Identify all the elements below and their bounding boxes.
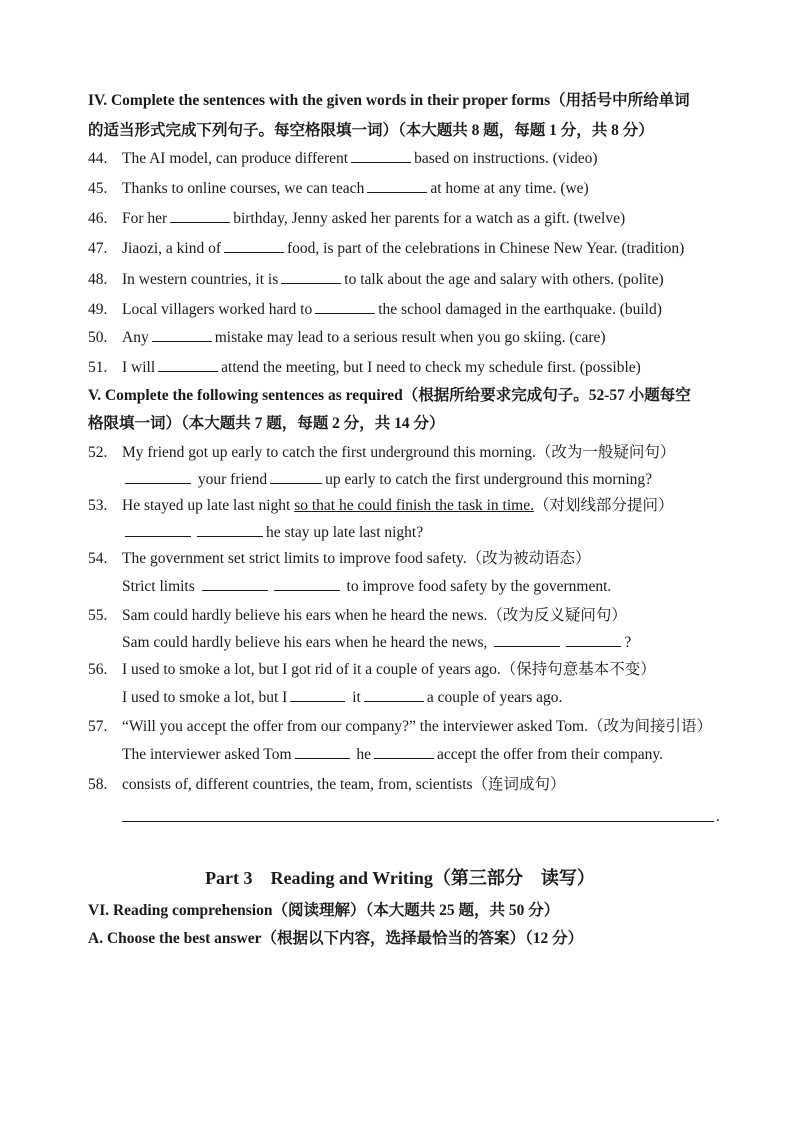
question-55 [88, 605, 627, 627]
question-text: consists of, different countries, the team, from, scientists（连词成句） [122, 776, 566, 793]
question-55-answer-line [122, 632, 631, 654]
question-47 [88, 238, 684, 260]
question-text-before: I will [122, 359, 156, 376]
question-57 [88, 716, 712, 738]
question-text-after: attend the meeting, but I need to check my schedule first. (possible) [221, 359, 641, 376]
question-text-after: the school damaged in the earthquake. (build) [378, 301, 662, 318]
question-text-before: The AI model, can produce different [122, 150, 349, 167]
answer-blank[interactable] [494, 645, 560, 647]
question-text-after: at home at any time. (we) [430, 180, 589, 197]
answer-text: Strict limits [122, 578, 195, 595]
question-number: 58. [88, 776, 108, 793]
section-vi-title: VI. Reading comprehension（阅读理解）（本大题共 25 题，共 50 分） [88, 902, 560, 919]
answer-text: ? [624, 634, 632, 651]
section-a-title: A. Choose the best answer（根据以下内容，选择最恰当的答案）（12 分） [88, 930, 584, 947]
question-57-answer-line [122, 744, 663, 766]
answer-blank[interactable] [315, 312, 375, 314]
answer-text: a couple of years ago. [426, 689, 563, 706]
question-text-before: For her [122, 210, 168, 227]
question-text-before: In western countries, it is [122, 271, 279, 288]
answer-blank[interactable] [374, 757, 434, 759]
question-number: 52. [88, 444, 108, 461]
question-number: 44. [88, 150, 108, 167]
sentence-answer-line[interactable] [122, 820, 714, 822]
answer-blank[interactable] [351, 161, 411, 163]
question-51 [88, 357, 641, 379]
question-53 [88, 495, 673, 517]
question-number: 49. [88, 301, 108, 318]
question-54-answer-line [122, 576, 611, 598]
answer-text: accept the offer from their company. [437, 746, 663, 763]
question-text-before: He stayed up late last night [122, 497, 291, 514]
question-text-after: birthday, Jenny asked her parents for a watch as a gift. (twelve) [233, 210, 626, 227]
question-instruction: （对划线部分提问） [533, 497, 674, 514]
answer-blank[interactable] [295, 757, 350, 759]
question-49 [88, 299, 662, 321]
answer-blank[interactable] [125, 535, 191, 537]
question-text-before: Thanks to online courses, we can teach [122, 180, 365, 197]
question-number: 45. [88, 180, 108, 197]
question-46 [88, 208, 625, 230]
question-text: The government set strict limits to improve food safety.（改为被动语态） [122, 550, 591, 567]
question-56-answer-line [122, 687, 562, 709]
question-45 [88, 178, 589, 200]
question-text-after: mistake may lead to a serious result when you go skiing. (care) [214, 329, 606, 346]
question-44 [88, 148, 598, 170]
question-text: I used to smoke a lot, but I got rid of it a couple of years ago.（保持句意基本不变） [122, 661, 656, 678]
question-number: 56. [88, 661, 108, 678]
question-56 [88, 659, 656, 681]
answer-text: your friend [197, 471, 268, 488]
underlined-part: so that he could finish the task in time. [294, 497, 534, 514]
answer-blank[interactable] [281, 282, 341, 284]
answer-text: he stay up late last night? [266, 524, 424, 541]
section-v-title-line1: V. Complete the following sentences as required（根据所给要求完成句子。52-57 小题每空 [88, 387, 691, 404]
question-text-before: Local villagers worked hard to [122, 301, 313, 318]
answer-text: I used to smoke a lot, but I [122, 689, 288, 706]
section-iv-title-line2: 的适当形式完成下列句子。每空格限填一词）（本大题共 8 题，每题 1 分，共 8 分） [88, 122, 654, 139]
section-iv-title-line1: IV. Complete the sentences with the given words in their proper forms（用括号中所给单词 [88, 92, 690, 109]
question-54 [88, 548, 591, 570]
answer-blank[interactable] [152, 340, 212, 342]
answer-period: . [716, 808, 720, 825]
answer-blank[interactable] [125, 482, 191, 484]
question-number: 55. [88, 607, 108, 624]
question-text-before: Any [122, 329, 149, 346]
question-52 [88, 442, 675, 464]
answer-text: Sam could hardly believe his ears when he heard the news, [122, 634, 488, 651]
question-number: 53. [88, 497, 108, 514]
answer-text: he [356, 746, 372, 763]
answer-text: to improve food safety by the government. [346, 578, 612, 595]
question-text-after: to talk about the age and salary with others. (polite) [344, 271, 664, 288]
question-number: 47. [88, 240, 108, 257]
answer-blank[interactable] [274, 589, 340, 591]
section-v-title-line2: 格限填一词）（本大题共 7 题，每题 2 分，共 14 分） [88, 415, 445, 432]
question-52-answer-line [122, 469, 652, 491]
answer-blank[interactable] [158, 370, 218, 372]
answer-blank[interactable] [364, 700, 424, 702]
part-3-title: Part 3 Reading and Writing（第三部分 读写） [205, 868, 595, 888]
answer-blank[interactable] [224, 251, 284, 253]
question-text: My friend got up early to catch the first underground this morning.（改为一般疑问句） [122, 444, 676, 461]
answer-blank[interactable] [566, 645, 621, 647]
answer-text: it [352, 689, 361, 706]
question-text-after: based on instructions. (video) [414, 150, 598, 167]
question-text: “Will you accept the offer from our company?” the interviewer asked Tom.（改为间接引语） [122, 718, 712, 735]
question-58 [88, 774, 566, 796]
question-number: 46. [88, 210, 108, 227]
question-number: 54. [88, 550, 108, 567]
question-50 [88, 327, 606, 349]
question-number: 51. [88, 359, 108, 376]
answer-text: up early to catch the first underground this morning? [325, 471, 653, 488]
answer-blank[interactable] [367, 191, 427, 193]
answer-blank[interactable] [202, 589, 268, 591]
question-number: 50. [88, 329, 108, 346]
answer-blank[interactable] [197, 535, 263, 537]
question-text: Sam could hardly believe his ears when he heard the news.（改为反义疑问句） [122, 607, 627, 624]
question-number: 57. [88, 718, 108, 735]
answer-blank[interactable] [170, 221, 230, 223]
question-text-before: Jiaozi, a kind of [122, 240, 222, 257]
question-text-after: food, is part of the celebrations in Chinese New Year. (tradition) [287, 240, 685, 257]
answer-blank[interactable] [290, 700, 345, 702]
question-number: 48. [88, 271, 108, 288]
answer-text: The interviewer asked Tom [122, 746, 292, 763]
answer-blank[interactable] [270, 482, 322, 484]
question-48 [88, 269, 664, 291]
question-53-answer-line [122, 522, 423, 544]
